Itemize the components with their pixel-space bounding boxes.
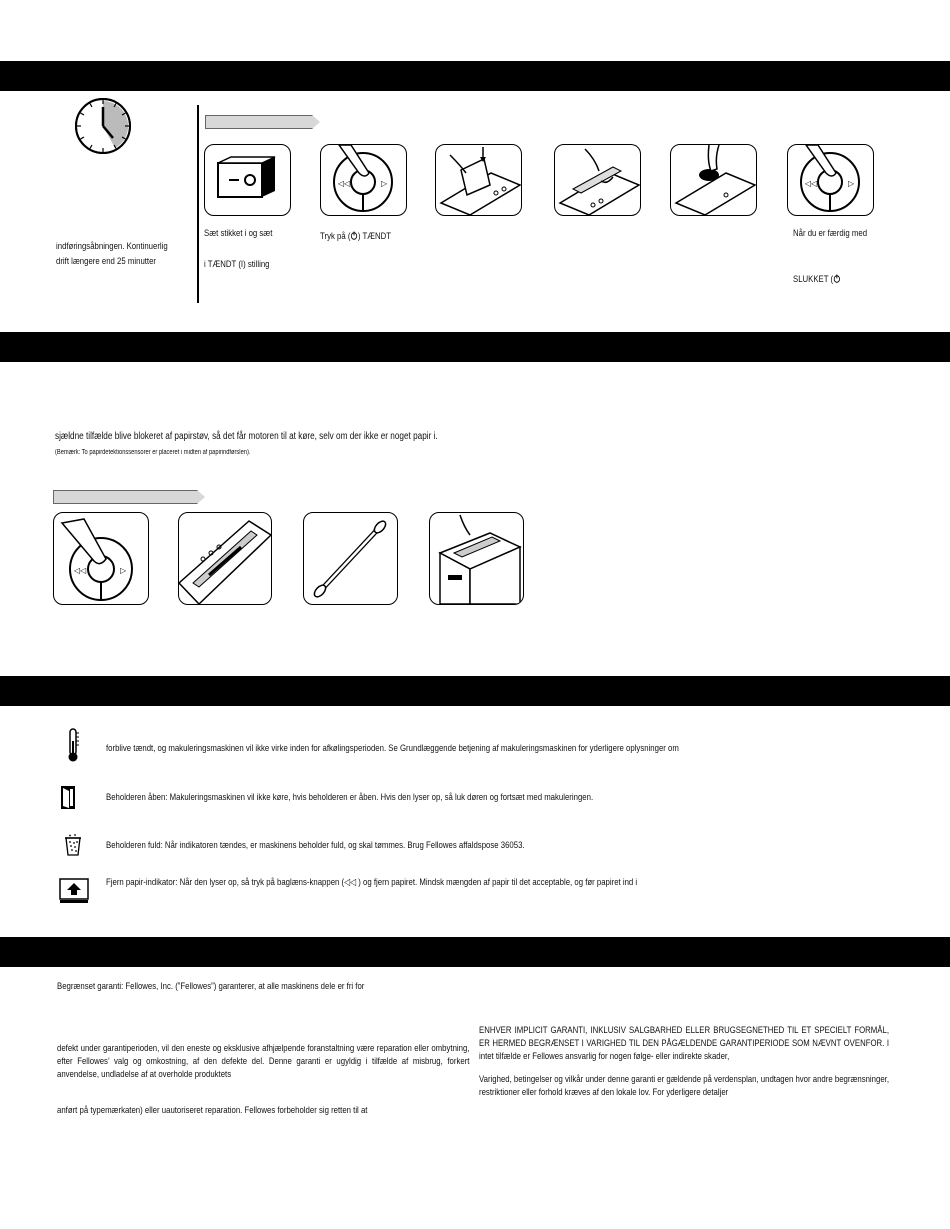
- indicator-text-3: Fjern papir-indikator: Når den lyser op, så tryk på baglæns-knappen (◁◁ ) og fjern papiret. Mindsk mængden af papir til det acceptable, og før papiret ind i: [106, 877, 638, 888]
- power-icon: [833, 274, 840, 283]
- vertical-divider: [197, 105, 199, 303]
- svg-text:▷: ▷: [120, 566, 127, 575]
- bin-open-icon: [60, 785, 76, 810]
- control-dial-illustration-2: [787, 144, 874, 216]
- warranty-left-p3: anført på typemærkaten) eller uautoriseret reparation. Fellowes forbeholder sig retten til at: [57, 1105, 368, 1116]
- cotton-swab-illustration: [303, 512, 398, 605]
- power-switch-illustration: [204, 144, 291, 216]
- svg-text:▷: ▷: [381, 179, 388, 188]
- warranty-right-p2: Varighed, betingelser og vilkår under denne garanti er gældende på verdensplan, undtagen hvor andre begrænsninger, restriktioner eller forhold kræves af den lokale lov. For yderligere detaljer: [479, 1074, 889, 1098]
- paper-insert-illustration: [435, 144, 522, 216]
- section-header-bar-3: [0, 676, 950, 706]
- svg-text:◁◁: ◁◁: [338, 179, 351, 188]
- warranty-left-p1: Begrænset garanti: Fellowes, Inc. (”Fellowes”) garanterer, at alle maskinens dele er fri for: [57, 981, 365, 992]
- control-dial-illustration-1: [320, 144, 407, 216]
- step1-text-line-1: Sæt stikket i og sæt: [204, 228, 273, 239]
- remove-paper-icon: [59, 878, 89, 904]
- button-press-illustration: [670, 144, 757, 216]
- svg-text:◁◁: ◁◁: [74, 566, 87, 575]
- thermometer-icon: [66, 727, 80, 763]
- step6-text-line-2: SLUKKET (: [793, 273, 841, 286]
- paper-feed-illustration: [554, 144, 641, 216]
- left-note-line-1: indføringsåbningen. Kontinuerlig: [56, 241, 168, 252]
- step-arrow-1: [205, 115, 313, 129]
- svg-text:▷: ▷: [848, 179, 855, 188]
- left-note-line-2: drift længere end 25 minutter: [56, 256, 157, 267]
- shredder-machine-illustration: [429, 512, 524, 605]
- sensor-text: sjældne tilfælde blive blokeret af papirstøv, så det får motoren til at køre, selv om der ikke er noget papir i.: [55, 431, 438, 442]
- sensor-note: (Bemærk: To papirdetektionssensorer er placeret i midten af papirindførslen).: [55, 449, 251, 456]
- indicator-text-2: Beholderen fuld: Når indikatoren tændes, er maskinens beholder fuld, og skal tømmes. Brug Fellowes affaldspose 36053.: [106, 840, 525, 851]
- clock-icon: [73, 96, 133, 156]
- bin-full-icon: [64, 834, 82, 856]
- step1-text-line-2: i TÆNDT (I) stilling: [204, 259, 270, 270]
- warranty-right-p1: ENHVER IMPLICIT GARANTI, INKLUSIV SALGBARHED ELLER BRUGSEGNETHED TIL ET SPECIELT FORMÅL, ER HERMED BEGRÆNSET I VARIGHED TIL DEN PÅGÆLDENDE GARANTIPERIODE SOM NÆVNT OVENFOR. I intet tilfælde er Fellowes ansvarlig for nogen følge- eller indirekte skader,: [479, 1025, 889, 1062]
- svg-text:◁◁: ◁◁: [805, 179, 818, 188]
- section-header-bar-4: [0, 937, 950, 967]
- step-arrow-2: [53, 490, 198, 504]
- section-header-bar-1: [0, 61, 950, 91]
- power-icon: [350, 231, 357, 240]
- section-header-bar-2: [0, 332, 950, 362]
- warranty-left-p2: defekt under garantiperioden, vil den eneste og eksklusive afhjælpende foranstaltning være reparation eller ombytning, efter Fellowes’ valg og omkostning, af den defekte del. Denne garanti er ugyldig i tilfælde af misbrug, forkert anvendelse, undladelse af at overholde produktets: [57, 1043, 470, 1080]
- step6-text-line-1: Når du er færdig med: [793, 228, 868, 239]
- paper-slot-illustration: [178, 512, 272, 605]
- indicator-text-0: forblive tændt, og makuleringsmaskinen vil ikke virke inden for afkølingsperioden. Se Grundlæggende betjening af makuleringsmaskinen for yderligere oplysninger om: [106, 743, 679, 754]
- reverse-dial-illustration: [53, 512, 149, 605]
- step2-text: Tryk på ( ) TÆNDT: [320, 231, 392, 242]
- indicator-text-1: Beholderen åben: Makuleringsmaskinen vil ikke køre, hvis beholderen er åben. Hvis den lyser op, så luk døren og fortsæt med makuleringen.: [106, 792, 594, 803]
